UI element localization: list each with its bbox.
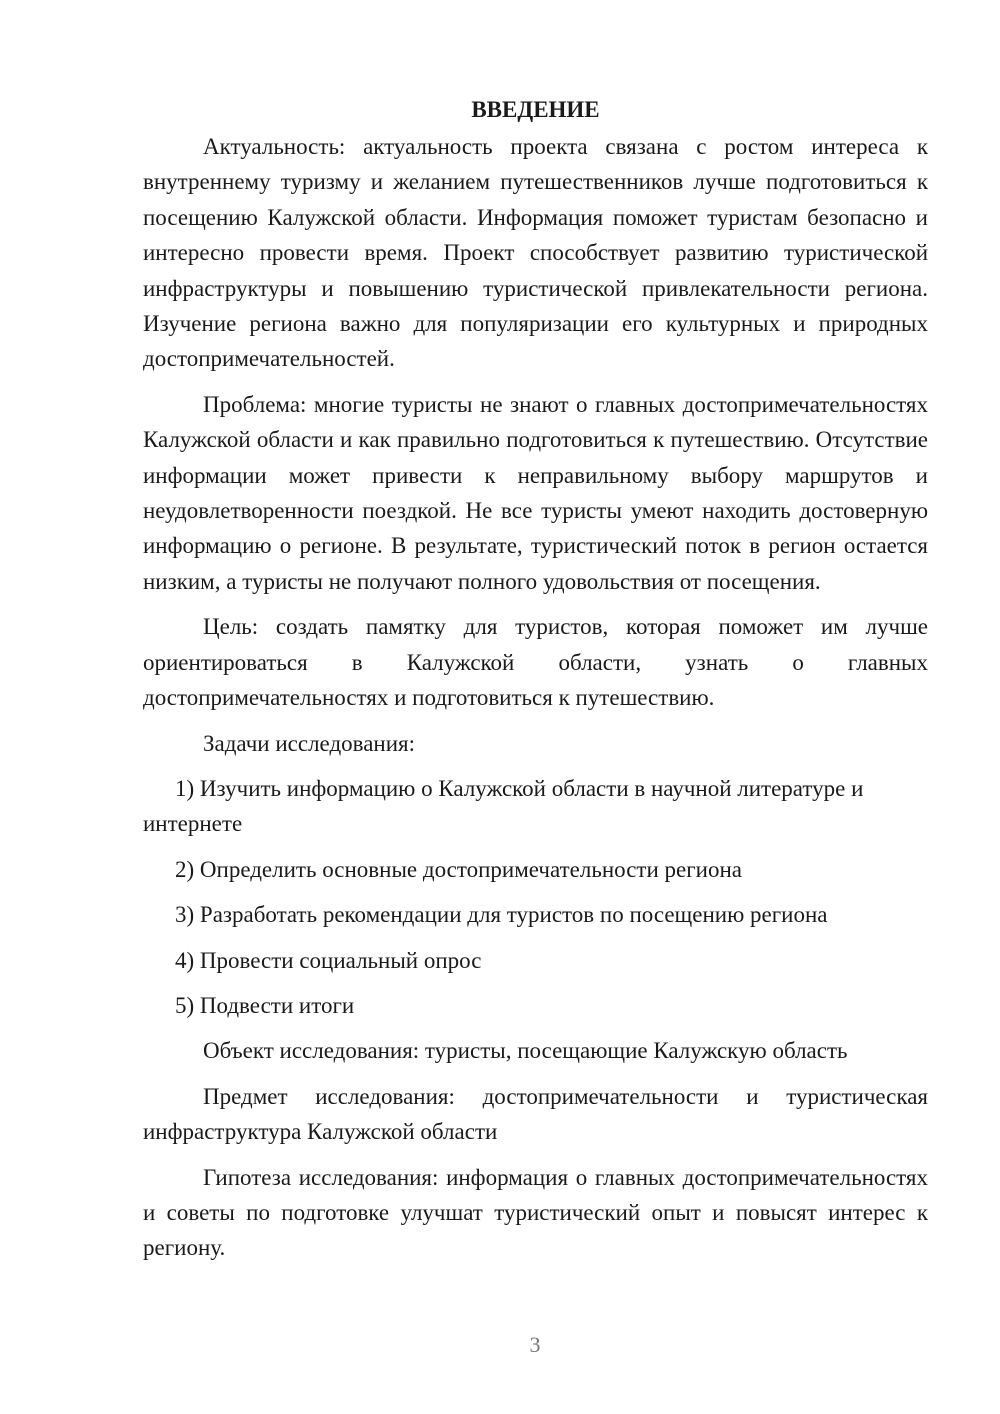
tasks-heading: Задачи исследования: (203, 730, 416, 756)
task-item-4: 4) Провести социальный опрос (175, 947, 482, 973)
problem-paragraph: Проблема: многие туристы не знают о главных достопримечательностях Калужской области и как правильно подготовиться к путешествию. Отсутствие информации может привести к неправильному выбору маршрутов и неудовлетворенности поездкой. Не все туристы умеют находить достоверную информацию о регионе. В результате, туристический поток в регион остается низким, а туристы не получают полного удовольствия от посещения. (143, 391, 928, 594)
goal-paragraph: Цель: создать памятку для туристов, которая поможет им лучше ориентироваться в Калужской области, узнать о главных достопримечательностях и подготовиться к путешествию. (143, 614, 928, 711)
document-body (143, 92, 928, 1276)
relevance-paragraph: Актуальность: актуальность проекта связана с ростом интереса к внутреннему туризму и желанием путешественников лучше подготовиться к посещению Калужской области. Информация поможет туристам безопасно и интересно провести время. Проект способствует развитию туристической инфраструктуры и повышению туристической привлекательности региона. Изучение региона важно для популяризации его культурных и природных достопримечательностей. (143, 134, 928, 372)
hypothesis-paragraph: Гипотеза исследования: информация о главных достопримечательностях и советы по подготовке улучшат туристический опыт и повысят интерес к региону. (143, 1164, 928, 1261)
task-item-5: 5) Подвести итоги (175, 992, 355, 1018)
subject-paragraph: Предмет исследования: достопримечательности и туристическая инфраструктура Калужской области (143, 1083, 928, 1145)
task-item-2: 2) Определить основные достопримечательности региона (175, 856, 743, 882)
page-title: ВВЕДЕНИЕ (471, 97, 600, 122)
task-item-1: 1) Изучить информацию о Калужской области в научной литературе и интернете (143, 775, 864, 837)
page-number: 3 (529, 1332, 541, 1357)
tasks-list (143, 771, 928, 1023)
task-item-3: 3) Разработать рекомендации для туристов по посещению региона (175, 902, 828, 928)
object-paragraph: Объект исследования: туристы, посещающие Калужскую область (203, 1038, 848, 1064)
